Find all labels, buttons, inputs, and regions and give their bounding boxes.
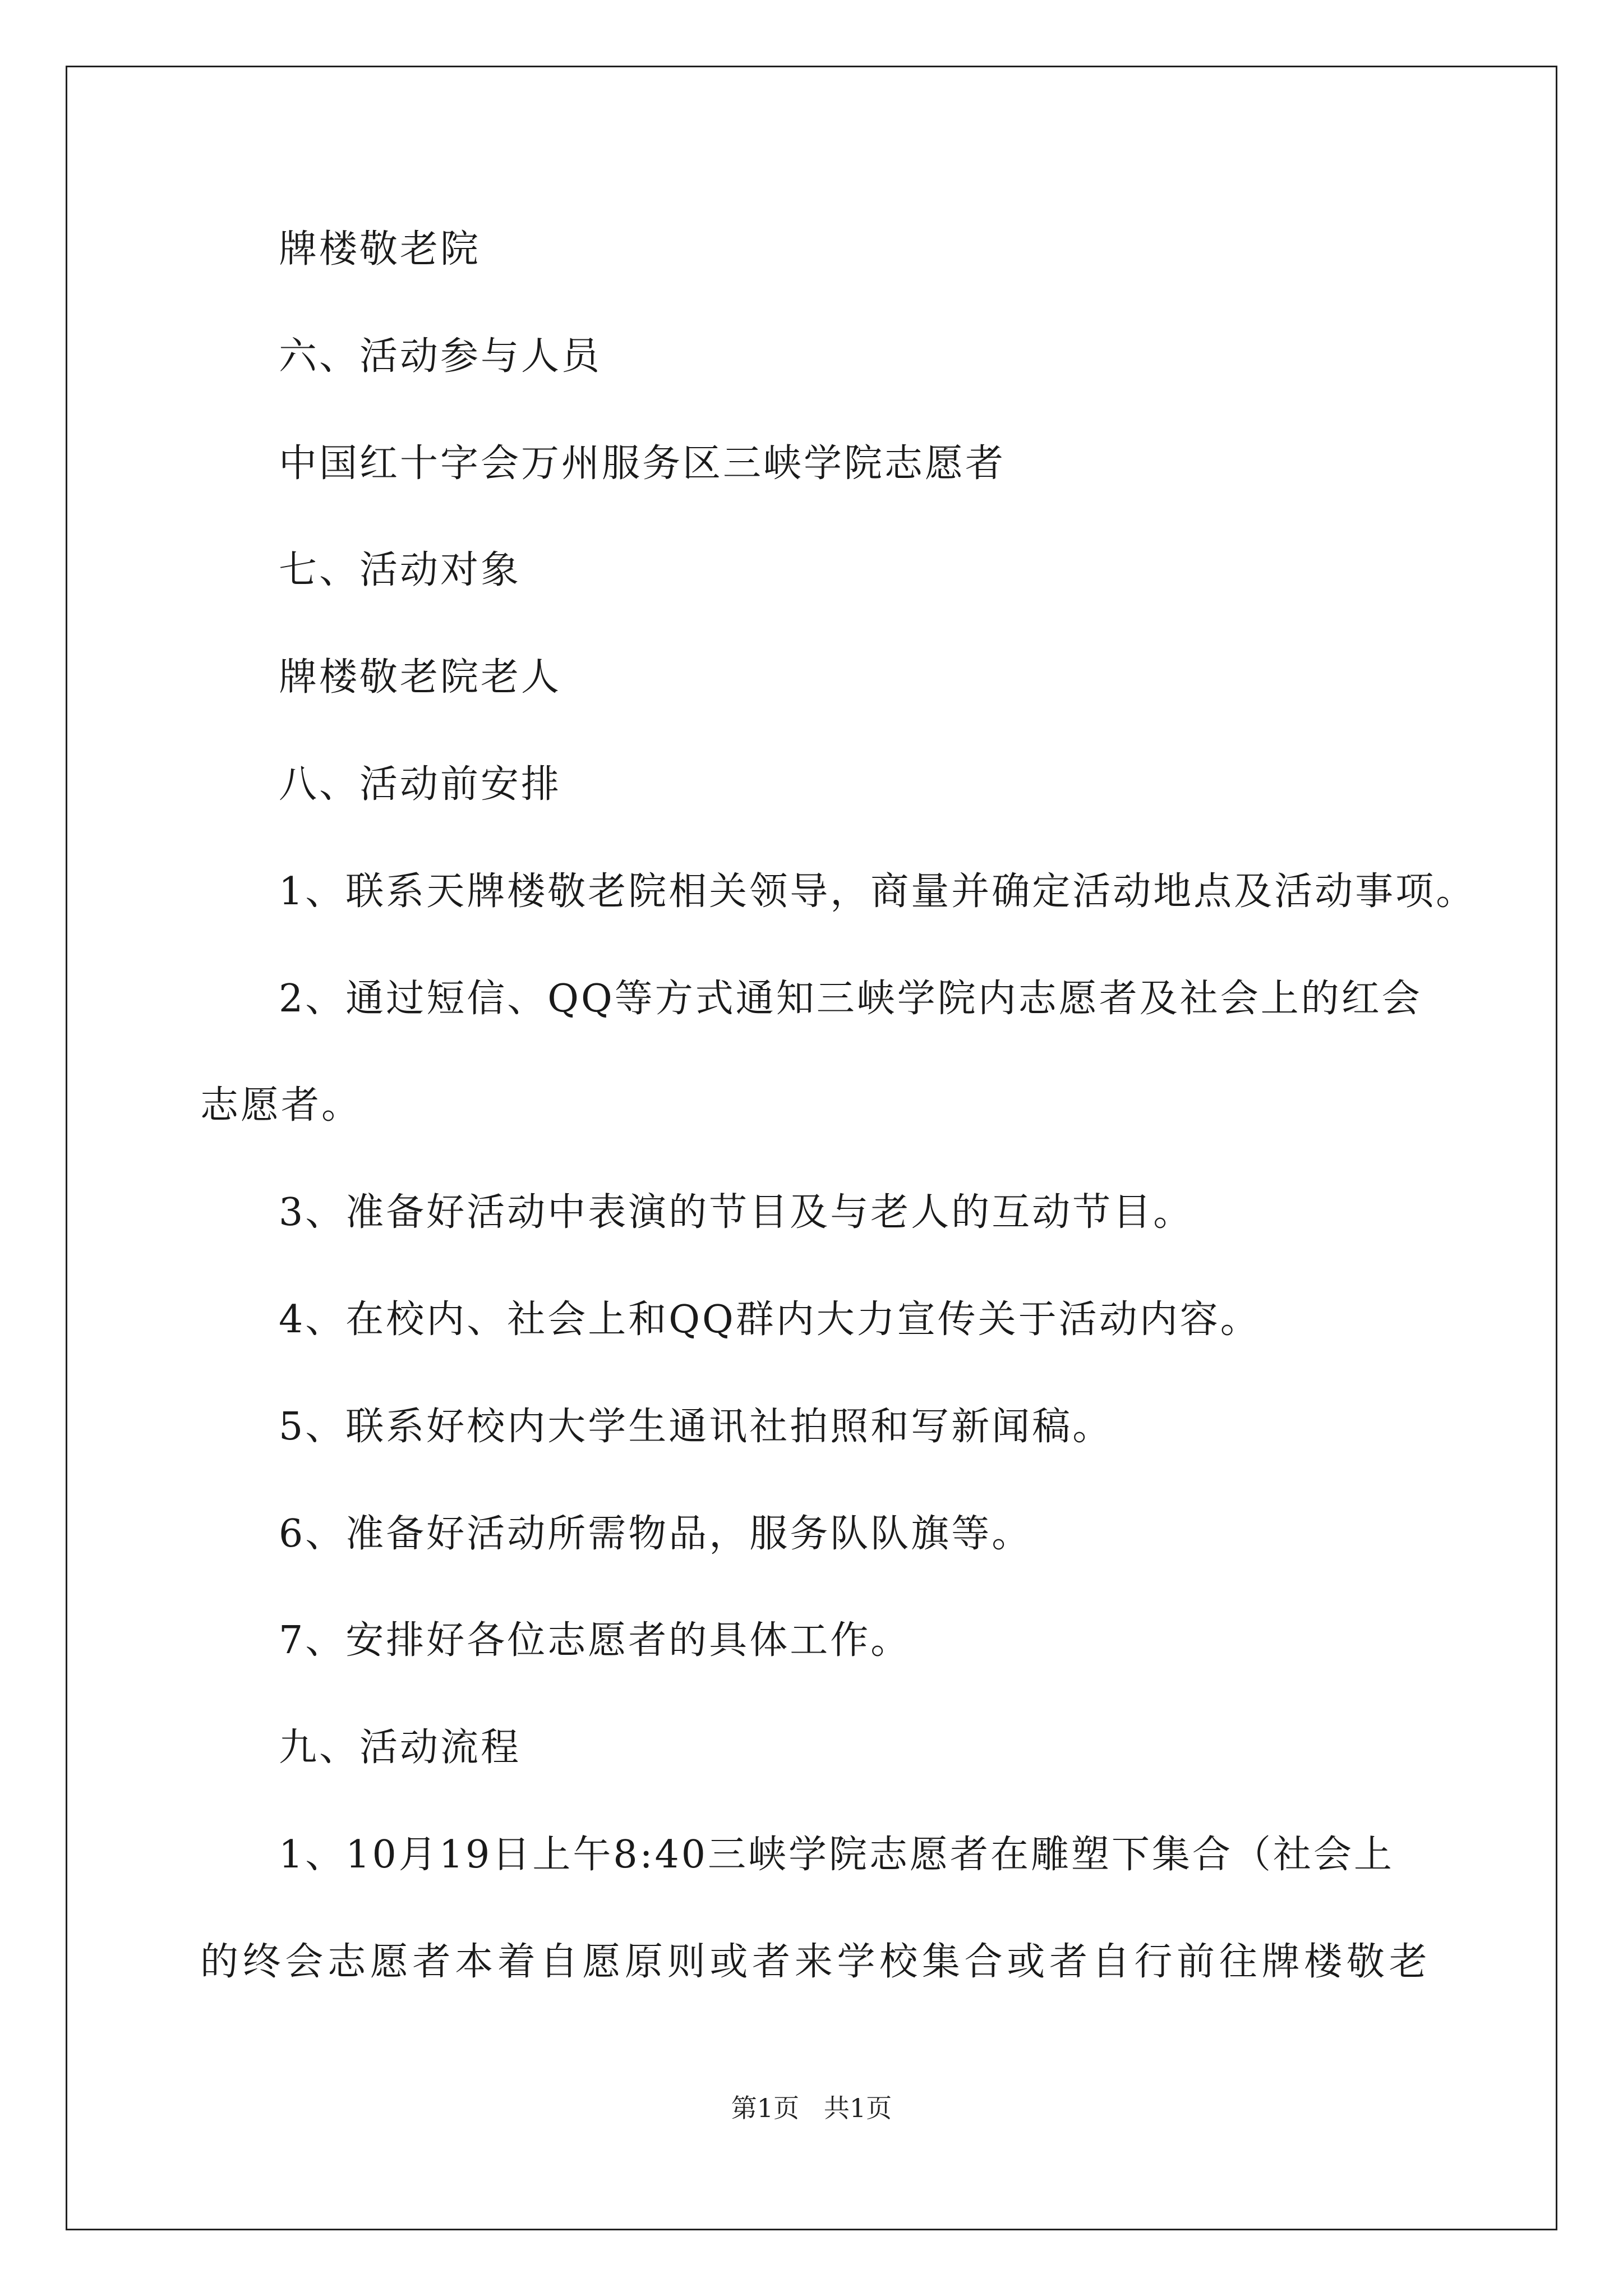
list-item: 5、联系好校内大学生通讯社拍照和写新闻稿。 [279, 1405, 1113, 1449]
list-item: 7、安排好各位志愿者的具体工作。 [279, 1618, 911, 1663]
list-item: 1、联系天牌楼敬老院相关领导，商量并确定活动地点及活动事项。 [279, 869, 1477, 914]
text-line: 中国红十字会万州服务区三峡学院志愿者 [279, 441, 1006, 486]
list-item: 1、10月19日上午8:40三峡学院志愿者在雕塑下集合（社会上 [279, 1833, 1395, 1877]
page-footer: 第1页 共1页 [731, 2093, 892, 2123]
list-item: 4、在校内、社会上和QQ群内大力宣传关于活动内容。 [279, 1297, 1261, 1342]
list-item: 3、准备好活动中表演的节目及与老人的互动节目。 [279, 1190, 1194, 1235]
list-item-continuation: 志愿者。 [200, 1083, 362, 1128]
list-item: 6、准备好活动所需物品，服务队队旗等。 [279, 1512, 1032, 1556]
text-line: 牌楼敬老院老人 [279, 655, 562, 700]
text-line: 牌楼敬老院 [279, 227, 481, 272]
section-heading: 九、活动流程 [279, 1726, 522, 1770]
page-border [66, 66, 1557, 2230]
list-item-continuation: 的 终 会 志 愿 者 本 着 自 愿 原 则 或 者 来 学 校 集 合 或 者 自 行 前 往 牌 楼 敬 老 [200, 1940, 1427, 1984]
section-heading: 六、活动参与人员 [279, 334, 602, 379]
section-heading: 七、活动对象 [279, 548, 522, 592]
section-heading: 八、活动前安排 [279, 762, 562, 807]
list-item: 2、通过短信、QQ等方式通知三峡学院内志愿者及社会上的红会 [279, 977, 1422, 1021]
